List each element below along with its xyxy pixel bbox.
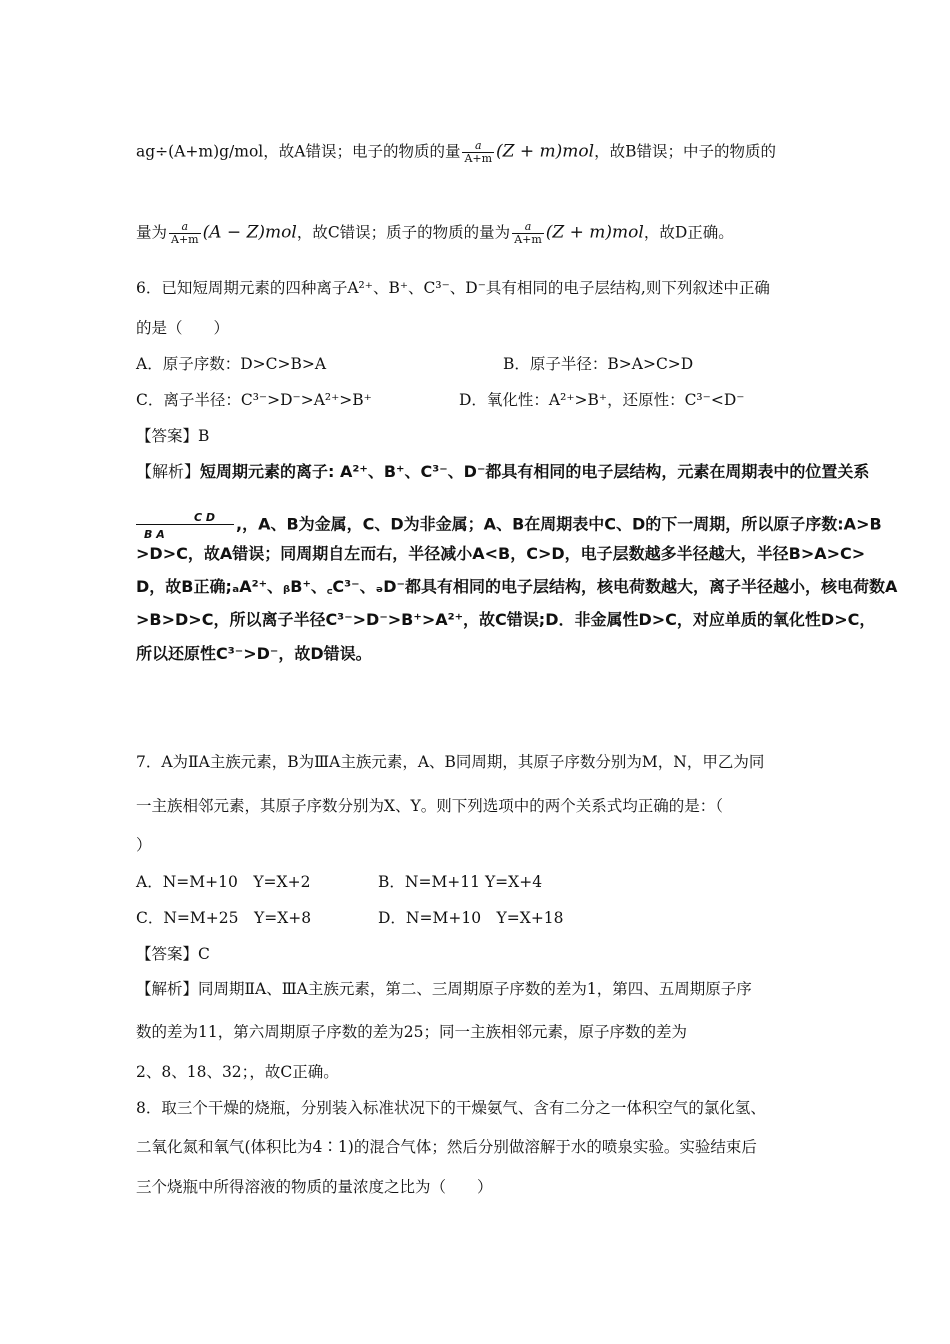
q6-stem-line-1: 6．已知短周期元素的四种离子A²⁺、B⁺、C³⁻、D⁻具有相同的电子层结构,则下列叙述中正确 bbox=[136, 279, 770, 297]
q6-analysis-line-2 bbox=[136, 510, 882, 540]
fraction: $\frac{a}{A+m}$ bbox=[171, 220, 199, 246]
formula: (Z + m)mol bbox=[496, 141, 595, 162]
formula: (Z + m)mol bbox=[545, 222, 644, 243]
q6-answer bbox=[136, 426, 209, 446]
answer-tag: 【答案】 bbox=[136, 427, 199, 445]
q7-analysis-line-1 bbox=[136, 979, 752, 999]
q5-text: ，故D正确。 bbox=[643, 223, 734, 242]
q5-text: ，故B错误；中子的物质的 bbox=[594, 142, 776, 161]
q7-option-a: A．N=M+10 Y=X+2 bbox=[136, 873, 311, 891]
periodic-position-diagram bbox=[136, 510, 236, 540]
q5-text: ag÷(A+m)g/mol，故A错误；电子的物质的量 bbox=[136, 142, 461, 161]
fraction: $\frac{a}{A+m}$ bbox=[514, 220, 542, 246]
answer-tag: 【答案】 bbox=[136, 945, 199, 963]
q5-line-2 bbox=[136, 221, 734, 246]
q8-stem-line-1: 8．取三个干燥的烧瓶，分别装入标准状况下的干燥氨气、含有二分之一体积空气的氯化氢、 bbox=[136, 1099, 766, 1117]
q7-stem-line-2: 一主族相邻元素，其原子序数分别为X、Y。则下列选项中的两个关系式均正确的是：（ bbox=[136, 797, 724, 815]
q6-analysis-line-6: 所以还原性C³⁻>D⁻，故D错误。 bbox=[136, 644, 372, 663]
q6-analysis-line-4: D，故B正确;ₐA²⁺、ᵦB⁺、꜀C³⁻、ₔD⁻都具有相同的电子层结构，核电荷数越大，离子半径越小，核电荷数A bbox=[136, 577, 898, 596]
q6-option-b: B．原子半径：B>A>C>D bbox=[503, 355, 694, 373]
q6-option-a: A．原子序数：D>C>B>A bbox=[136, 355, 327, 373]
fraction: $\frac{a}{A+m}$ bbox=[464, 139, 493, 165]
q7-stem-line-3: ） bbox=[136, 836, 152, 854]
q6-analysis-line-1 bbox=[136, 462, 869, 482]
answer-value: C bbox=[198, 945, 210, 963]
q7-option-b: B．N=M+11 Y=X+4 bbox=[378, 873, 543, 891]
formula: (A − Z)mol bbox=[202, 222, 297, 243]
answer-value: B bbox=[198, 427, 210, 445]
q7-option-c: C．N=M+25 Y=X+8 bbox=[136, 909, 312, 927]
analysis-text: 同周期ⅡA、ⅢA主族元素，第二、三周期原子序数的差为1，第四、五周期原子序 bbox=[198, 980, 752, 998]
q5-text: 量为 bbox=[136, 223, 168, 242]
diagram-bottom-label: B A bbox=[144, 528, 165, 541]
q6-stem-line-2: 的是（ ） bbox=[136, 319, 230, 337]
analysis-text: 短周期元素的离子: A²⁺、B⁺、C³⁻、D⁻都具有相同的电子层结构，元素在周期表中的位置关系 bbox=[200, 462, 870, 481]
q7-analysis-line-3: 2、8、18、32；，故C正确。 bbox=[136, 1063, 339, 1081]
q6-analysis-line-5: >B>D>C，所以离子半径C³⁻>D⁻>B⁺>A²⁺，故C错误;D．非金属性D>C，对应单质的氧化性D>C， bbox=[136, 610, 876, 629]
diagram-top-label: C D bbox=[194, 511, 216, 524]
q6-analysis-line-3: >D>C，故A错误；同周期自左而右，半径减小A<B，C>D，电子层数越多半径越大，半径B>A>C> bbox=[136, 544, 866, 563]
q8-stem-line-3: 三个烧瓶中所得溶液的物质的量浓度之比为（ ） bbox=[136, 1178, 493, 1196]
q7-stem-line-1: 7．A为ⅡA主族元素，B为ⅢA主族元素，A、B同周期，其原子序数分别为M，N，甲乙为同 bbox=[136, 753, 765, 771]
q6-option-d: D．氧化性：A²⁺>B⁺，还原性：C³⁻<D⁻ bbox=[459, 391, 745, 409]
q7-answer bbox=[136, 944, 210, 964]
analysis-tag: 【解析】 bbox=[136, 462, 201, 481]
q7-option-d: D．N=M+10 Y=X+18 bbox=[378, 909, 564, 927]
q5-line-1 bbox=[136, 140, 776, 165]
q7-analysis-line-2: 数的差为11，第六周期原子序数的差为25；同一主族相邻元素，原子序数的差为 bbox=[136, 1023, 687, 1041]
q6-option-c: C．离子半径：C³⁻>D⁻>A²⁺>B⁺ bbox=[136, 391, 372, 409]
analysis-text: ,，A、B为金属，C、D为非金属；A、B在周期表中C、D的下一周期，所以原子序数:A>B bbox=[236, 514, 882, 534]
q5-text: ，故C错误；质子的物质的量为 bbox=[296, 223, 511, 242]
analysis-tag: 【解析】 bbox=[136, 980, 199, 998]
q8-stem-line-2: 二氧化氮和氧气(体积比为4∶1)的混合气体；然后分别做溶解于水的喷泉实验。实验结束后 bbox=[136, 1138, 757, 1156]
